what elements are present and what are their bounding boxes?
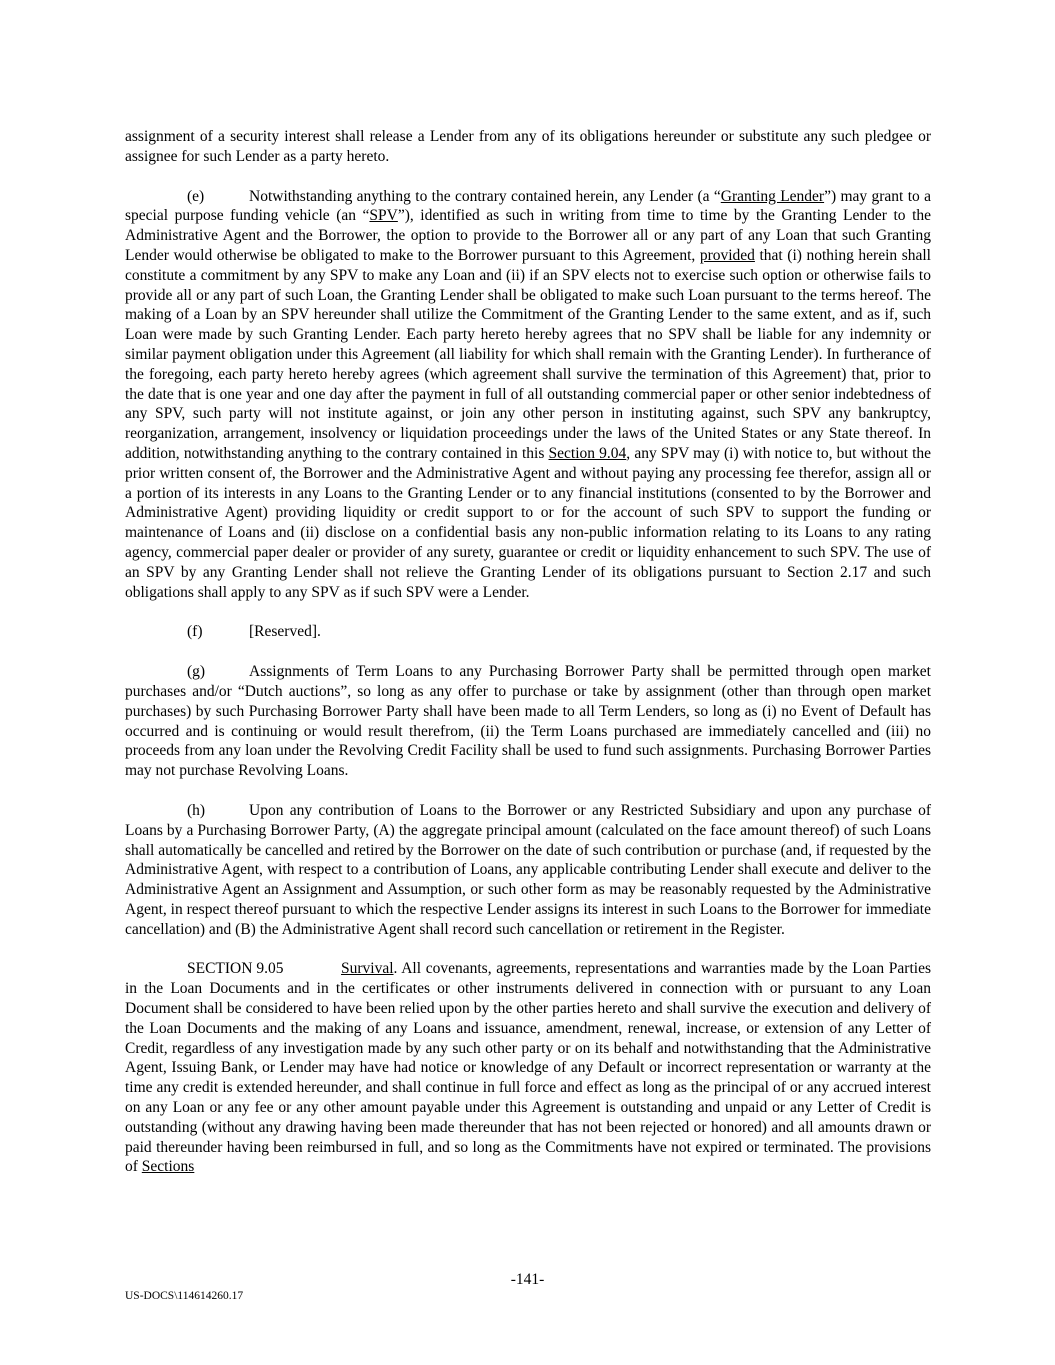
paragraph-text: assignment of a security interest shall release a Lender from any of its obligations hereunder or substitute any such pledgee or assignee for such Lender as a party hereto.: [125, 128, 931, 165]
paragraph-label: (h): [187, 801, 206, 819]
paragraph-text: ”), identified as such in writing from time to time by the Granting Lender to the Administrative Agent and the Borrower, the option to provide to the Borrower all or any part of any Loan that such Granting Lender would otherwise be obligated to make to the Borrower pursuant to this Agreement,: [125, 207, 932, 264]
paragraph-text: ”) may grant to a special purpose funding vehicle (an “: [125, 187, 932, 225]
document-id: US-DOCS\114614260.17: [125, 1290, 244, 1302]
section-number: SECTION 9.05: [187, 960, 284, 978]
page-number: -141-: [510, 1271, 545, 1288]
paragraph-label: (f): [187, 623, 203, 641]
paragraph-label: (e): [187, 187, 205, 205]
paragraph-e: [125, 187, 931, 603]
cross-reference-section-9-04: Section 9.04: [548, 444, 627, 462]
paragraph-text: that (i) nothing herein shall constitute a commitment by any SPV to make any Loan and (ii) if an SPV elects not to exercise such option or otherwise fails to provide all or any part of such Loan, the Granting Lender shall be obligated to make such Loan pursuant to the terms hereof. The making of a Loan by an SPV hereunder shall utilize the Commitment of the Granting Lender to the same extent, and as if, such Loan were made by such Granting Lender. Each party hereto hereby agrees that no SPV shall be liable for any indemnity or similar payment obligation under this Agreement (all liability for which shall remain with the Granting Lender). In furtherance of the foregoing, each party hereto hereby agrees (which agreement shall survive the termination of this Agreement) that, prior to the date that is one year and one day after the payment in full of all outstanding commercial paper or other senior indebtedness of any SPV, such party will not institute against, or join any other person in instituting against, such SPV any bankruptcy, reorganization, arrangement, insolvency or liquidation proceedings under the laws of the United States or any State thereof. In addition, notwithstanding anything to the contrary contained in this: [125, 246, 931, 462]
paragraph-h: [125, 801, 931, 940]
paragraph-label: (g): [187, 663, 206, 681]
paragraph-f: [125, 622, 931, 642]
cross-reference-sections: Sections: [141, 1158, 195, 1176]
section-9-05: [125, 959, 931, 1177]
page-body: [125, 127, 931, 1177]
proviso-provided: provided: [699, 246, 755, 264]
paragraph-text: Notwithstanding anything to the contrary contained herein, any Lender (a “: [249, 187, 721, 205]
paragraph-text: . All covenants, agreements, representations and warranties made by the Loan Parties in the Loan Documents and in the certificates or other instruments delivered in connection with or pursuant to any Loan Document shall be considered to have been relied upon by the other parties hereto and shall survive the execution and delivery of the Loan Documents and the making of any Loans and issuance, amendment, renewal, increase, or extension of any Letter of Credit, regardless of any investigation made by any such other party or on its behalf and notwithstanding that the Administrative Agent, Issuing Bank, or Lender may have had notice or knowledge of any Default or incorrect representation or warranty at the time any credit is extended hereunder, and shall continue in full force and effect as long as the principal of or any accrued interest on any Loan or any fee or any other amount payable under this Agreement is outstanding and unpaid or any Letter of Credit is outstanding (without any drawing having been made thereunder that has not been rejected or honored) and all amounts drawn or paid thereunder having been reimbursed in full, and so long as the Commitments have not expired or terminated. The provisions of: [125, 960, 931, 1176]
paragraph-d-continuation: [125, 127, 931, 167]
paragraph-g: [125, 662, 931, 781]
paragraph-text: Upon any contribution of Loans to the Borrower or any Restricted Subsidiary and upon any purchase of Loans by a Purchasing Borrower Party, (A) the aggregate principal amount (calculated on the face amount thereof) of such Loans shall automatically be cancelled and retired by the Borrower on the date of such contribution or purchase (and, if requested by the Administrative Agent, with respect to a contribution of Loans, any applicable contributing Lender shall execute and deliver to the Administrative Agent an Assignment and Assumption, or such other form as may be reasonably requested by the Administrative Agent, in respect thereof pursuant to which the respective Lender assigns its interest in such Loans to the Borrower for immediate cancellation) and (B) the Administrative Agent shall record such cancellation or retirement in the Register.: [125, 801, 931, 938]
paragraph-text: , any SPV may (i) with notice to, but without the prior written consent of, the Borrower and the Administrative Agent and without paying any processing fee therefor, assign all or a portion of its interests in any Loans to the Granting Lender or to any financial institutions (consented to by the Borrower and Administrative Agent) providing liquidity or credit support to or for the account of such SPV to support the funding or maintenance of Loans and (ii) disclose on a confidential basis any non-public information relating to its Loans to any rating agency, commercial paper dealer or provider of any surety, guarantee or credit or liquidity enhancement to such SPV. The use of an SPV by any Granting Lender shall not relieve the Granting Lender of its obligations pursuant to Section 2.17 and such obligations shall apply to any SPV as if such SPV were a Lender.: [125, 444, 932, 601]
defined-term-spv: SPV: [369, 207, 398, 225]
defined-term-granting-lender: Granting Lender: [720, 187, 825, 205]
paragraph-text: Assignments of Term Loans to any Purchasing Borrower Party shall be permitted through open market purchases and/or “Dutch auctions”, so long as any offer to purchase or take by assignment (other than through open market purchases) by such Purchasing Borrower Party shall have been made to all Term Lenders, so long as (i) no Event of Default has occurred and is continuing or would result therefrom, (ii) the Term Loans purchased are immediately cancelled and (iii) no proceeds from any loan under the Revolving Credit Facility shall be used to fund such assignments. Purchasing Borrower Parties may not purchase Revolving Loans.: [125, 663, 931, 780]
paragraph-text: [Reserved].: [249, 623, 321, 641]
section-heading: Survival: [341, 960, 394, 978]
